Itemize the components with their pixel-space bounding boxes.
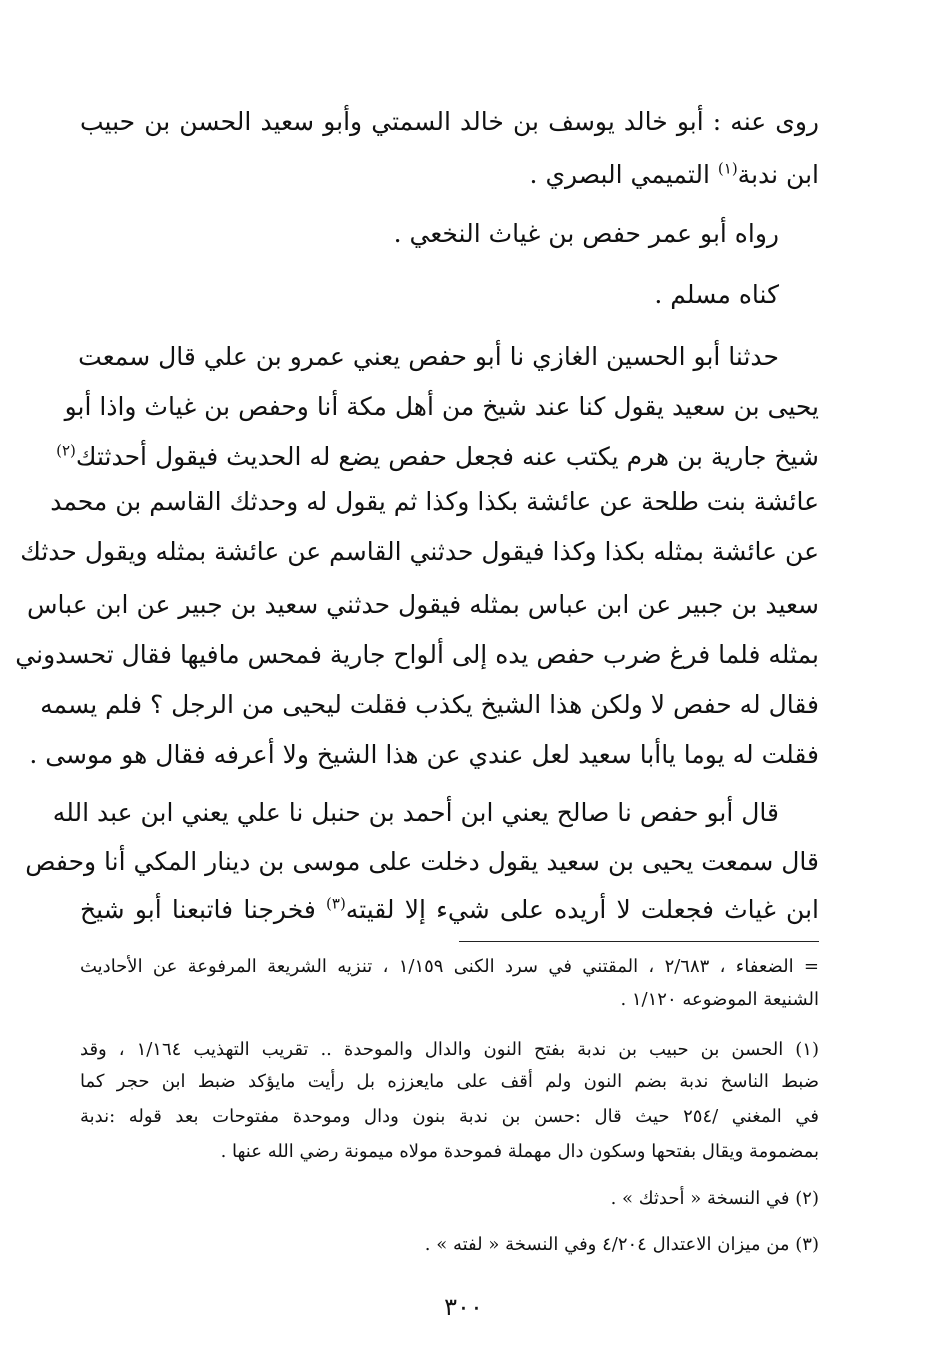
body-line: فقلت له يوما ياأبا سعيد لعل عندي عن هذا الشيخ ولا أعرفه فقال هو موسى . — [29, 740, 819, 769]
body-line: روى عنه : أبو خالد يوسف بن خالد السمتي وأبو سعيد الحسن بن حبيب — [80, 107, 819, 136]
footnote-marker: (١) — [717, 159, 738, 178]
body-line: عن عائشة بمثله بكذا وكذا فيقول حدثني القاسم عن عائشة بمثله ويقول حدثك — [20, 537, 819, 566]
footnote-line: في المغني /٢٥٤ حيث قال :حسن بن ندبة بنون ودال وموحدة مفتوحات بعد قوله :ندبة — [80, 1106, 820, 1127]
footnote-line: (٢) في النسخة « أحدثك » . — [610, 1188, 819, 1209]
footnote-line: ضبط الناسخ ندبة بضم النون ولم أقف على مايعززه بل رأيت مايؤكد ضبط ابن حجر كما — [80, 1071, 819, 1092]
body-line: قال سمعت يحيى بن سعيد يقول دخلت على موسى بن دينار المكي أنا وحفص — [25, 847, 819, 876]
page-number: ٣٠٠ — [444, 1293, 483, 1321]
body-line: عائشة بنت طلحة عن عائشة بكذا وكذا ثم يقول له وحدثك القاسم بن محمد — [50, 487, 819, 516]
footnote-line: = الضعفاء ، ٢/٦٨٣ ، المقتني في سرد الكنى ١/١٥٩ ، تنزيه الشريعة المرفوعة عن الأحاديث — [80, 956, 819, 977]
body-line: يحيى بن سعيد يقول كنا عند شيخ من أهل مكة أنا وحفص بن غياث واذا أبو — [64, 392, 819, 421]
body-line: حدثنا أبو الحسين الغازي نا أبو حفص يعني عمرو بن علي قال سمعت — [78, 342, 779, 371]
footnote-line: الشنيعة الموضوعه ١/١٢٠ . — [620, 989, 819, 1010]
footnote-marker: (٣) — [326, 894, 346, 913]
body-line: كناه مسلم . — [654, 280, 779, 309]
body-line: رواه أبو عمر حفص بن غياث النخعي . — [393, 219, 779, 248]
body-text: التميمي البصري . — [529, 160, 718, 189]
footnote-marker: (٢) — [56, 441, 76, 460]
body-line — [56, 437, 819, 477]
body-line — [80, 890, 819, 930]
body-line: فقال له حفص لا ولكن هذا الشيخ يكذب فقلت ليحيى من الرجل ؟ فلم يسمه — [40, 690, 819, 719]
body-line: سعيد بن جبير عن ابن عباس بمثله فيقول حدثني سعيد بن جبير عن ابن عباس — [27, 590, 819, 619]
body-text: ابن ندبة — [737, 160, 819, 189]
body-text: شيخ جارية بن هرم يكتب عنه فجعل حفص يضع له الحديث فيقول أحدثتك — [75, 442, 819, 471]
footnote-line: بمضمومة ويقال بفتحها وسكون دال مهملة فموحدة مولاه ميمونة رضي الله عنها . — [220, 1141, 819, 1162]
body-line: قال أبو حفص نا صالح يعني ابن أحمد بن حنبل نا علي يعني ابن عبد الله — [52, 798, 779, 827]
footnote-separator — [459, 941, 819, 942]
footnote-line: (٣) من ميزان الاعتدال ٤/٢٠٤ وفي النسخة « لفته » . — [424, 1234, 819, 1255]
footnote-line: (١) الحسن بن حبيب بن ندبة بفتح النون والدال والموحدة .. تقريب التهذيب ١/١٦٤ ، وقد — [80, 1039, 819, 1060]
body-line — [80, 155, 819, 195]
body-text: ابن غياث فجعلت لا أريده على شيء إلا لقيته — [345, 895, 819, 924]
body-text: فخرجنا فاتبعنا أبو شيخ — [80, 895, 327, 924]
body-line: بمثله فلما فرغ ضرب حفص يده إلى ألواح جارية فمحس مافيها فقال تحسدوني — [15, 640, 819, 669]
